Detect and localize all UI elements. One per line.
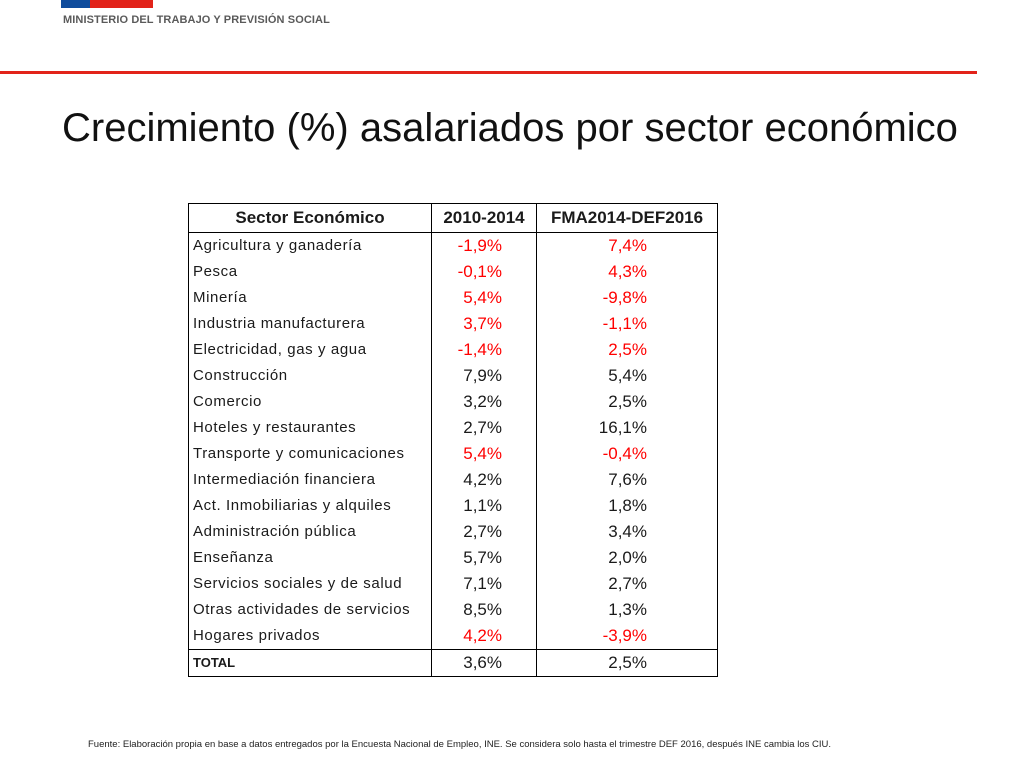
table-row xyxy=(189,597,718,623)
sector-name-cell: Industria manufacturera xyxy=(189,311,432,337)
value-2010-2014-cell: -1,4% xyxy=(432,337,537,363)
sector-name-cell: Intermediación financiera xyxy=(189,467,432,493)
header-period-2: FMA2014-DEF2016 xyxy=(537,204,718,233)
flag-red-stripe xyxy=(90,0,153,8)
value-fma2014-def2016-cell: 3,4% xyxy=(537,519,718,545)
value-2010-2014-cell: 5,7% xyxy=(432,545,537,571)
table-row xyxy=(189,363,718,389)
page-title: Crecimiento (%) asalariados por sector económico xyxy=(62,106,958,150)
value-fma2014-def2016-cell: 5,4% xyxy=(537,363,718,389)
table-row xyxy=(189,337,718,363)
ministry-name: MINISTERIO DEL TRABAJO Y PREVISIÓN SOCIAL xyxy=(63,14,330,26)
value-2010-2014-cell: 8,5% xyxy=(432,597,537,623)
table-row xyxy=(189,311,718,337)
value-fma2014-def2016-cell: 2,7% xyxy=(537,571,718,597)
value-2010-2014-cell: 3,2% xyxy=(432,389,537,415)
value-2010-2014-cell: -1,9% xyxy=(432,233,537,260)
value-2010-2014-cell: 2,7% xyxy=(432,519,537,545)
sector-name-cell: Agricultura y ganadería xyxy=(189,233,432,260)
header-divider xyxy=(0,71,977,74)
value-2010-2014-cell: 5,4% xyxy=(432,285,537,311)
value-2010-2014-cell: 4,2% xyxy=(432,623,537,650)
sector-name-cell: Minería xyxy=(189,285,432,311)
sector-name-cell: Servicios sociales y de salud xyxy=(189,571,432,597)
total-2010-2014-cell: 3,6% xyxy=(432,650,537,677)
value-2010-2014-cell: -0,1% xyxy=(432,259,537,285)
table-row xyxy=(189,233,718,260)
value-2010-2014-cell: 7,1% xyxy=(432,571,537,597)
table-row xyxy=(189,493,718,519)
table-row xyxy=(189,285,718,311)
value-2010-2014-cell: 2,7% xyxy=(432,415,537,441)
table-row xyxy=(189,545,718,571)
value-fma2014-def2016-cell: 1,8% xyxy=(537,493,718,519)
sector-growth-table xyxy=(188,203,718,677)
value-fma2014-def2016-cell: 1,3% xyxy=(537,597,718,623)
value-fma2014-def2016-cell: 2,0% xyxy=(537,545,718,571)
value-fma2014-def2016-cell: 7,4% xyxy=(537,233,718,260)
value-2010-2014-cell: 1,1% xyxy=(432,493,537,519)
value-fma2014-def2016-cell: 16,1% xyxy=(537,415,718,441)
sector-name-cell: Administración pública xyxy=(189,519,432,545)
value-fma2014-def2016-cell: -9,8% xyxy=(537,285,718,311)
sector-name-cell: Enseñanza xyxy=(189,545,432,571)
table-header-row xyxy=(189,204,718,233)
table-row xyxy=(189,441,718,467)
sector-name-cell: Act. Inmobiliarias y alquiles xyxy=(189,493,432,519)
value-2010-2014-cell: 5,4% xyxy=(432,441,537,467)
table-row xyxy=(189,623,718,650)
table-row xyxy=(189,259,718,285)
sector-name-cell: Otras actividades de servicios xyxy=(189,597,432,623)
table-row xyxy=(189,571,718,597)
sector-name-cell: Construcción xyxy=(189,363,432,389)
sector-name-cell: Comercio xyxy=(189,389,432,415)
flag-blue-stripe xyxy=(61,0,90,8)
sector-name-cell: Pesca xyxy=(189,259,432,285)
table-row xyxy=(189,389,718,415)
value-fma2014-def2016-cell: -1,1% xyxy=(537,311,718,337)
sector-name-cell: Hogares privados xyxy=(189,623,432,650)
sector-name-cell: Electricidad, gas y agua xyxy=(189,337,432,363)
value-fma2014-def2016-cell: 4,3% xyxy=(537,259,718,285)
value-fma2014-def2016-cell: -3,9% xyxy=(537,623,718,650)
header-period-1: 2010-2014 xyxy=(432,204,537,233)
table-body xyxy=(189,233,718,677)
value-fma2014-def2016-cell: 2,5% xyxy=(537,337,718,363)
total-fma2014-def2016-cell: 2,5% xyxy=(537,650,718,677)
total-label-cell: TOTAL xyxy=(189,650,432,677)
sector-name-cell: Hoteles y restaurantes xyxy=(189,415,432,441)
sector-name-cell: Transporte y comunicaciones xyxy=(189,441,432,467)
value-2010-2014-cell: 7,9% xyxy=(432,363,537,389)
gov-flag-logo xyxy=(61,0,153,8)
value-fma2014-def2016-cell: 7,6% xyxy=(537,467,718,493)
table-row xyxy=(189,467,718,493)
table-row xyxy=(189,519,718,545)
value-fma2014-def2016-cell: -0,4% xyxy=(537,441,718,467)
table-total-row xyxy=(189,650,718,677)
value-2010-2014-cell: 4,2% xyxy=(432,467,537,493)
table-row xyxy=(189,415,718,441)
value-fma2014-def2016-cell: 2,5% xyxy=(537,389,718,415)
source-note: Fuente: Elaboración propia en base a datos entregados por la Encuesta Nacional de Empleo, INE. Se considera solo hasta el trimestre DEF 2016, después INE cambia los CIU. xyxy=(88,739,831,750)
header-sector: Sector Económico xyxy=(189,204,432,233)
value-2010-2014-cell: 3,7% xyxy=(432,311,537,337)
